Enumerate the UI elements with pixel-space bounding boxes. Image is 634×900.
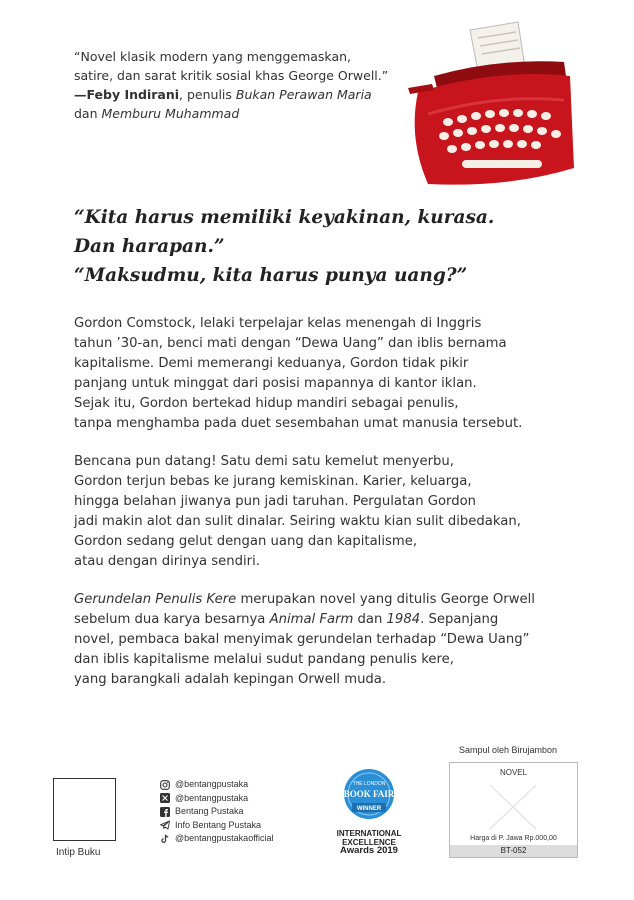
qr-label: Intip Buku [56, 847, 101, 858]
book-title: Gerundelan Penulis Kere [74, 592, 237, 607]
facebook-icon [160, 807, 170, 817]
text-line: atau dengan dirinya sendiri. [74, 554, 260, 569]
text-line: novel, pembaca bakal menyimak gerundelan terhadap “Dewa Uang” [74, 632, 530, 647]
social-telegram[interactable] [160, 819, 274, 833]
social-handle: Info Bentang Pustaka [175, 819, 262, 830]
text-line: Gordon sedang gelut dengan uang dan kapitalisme, [74, 534, 418, 549]
quote-line: “Novel klasik modern yang menggemaskan, [74, 49, 352, 64]
badge-top-text: THE LONDON [352, 781, 386, 787]
quote-attribution [74, 85, 388, 104]
text-line: tanpa menghamba pada duet sesembahan umat manusia tersebut. [74, 416, 523, 431]
text-line: hingga belahan jiwanya pun jadi taruhan. Pergulatan Gordon [74, 494, 477, 509]
text-line: Sejak itu, Gordon bertekad hidup mandiri sebagai penulis, [74, 396, 459, 411]
author-book: Bukan Perawan Maria [235, 87, 372, 102]
pull-quote [74, 203, 494, 290]
price-label: Harga di P. Jawa Rp.000,00 [470, 835, 557, 842]
connector: dan [74, 106, 102, 121]
social-handle: @bentangpustakaofficial [175, 833, 274, 843]
social-facebook[interactable] [160, 805, 274, 819]
pull-quote-line: Dan harapan.” [74, 236, 225, 257]
barcode-box [449, 762, 578, 858]
social-x[interactable] [160, 792, 274, 806]
barcode-placeholder-lines [450, 763, 577, 857]
qr-code-box[interactable] [53, 778, 116, 841]
text-line [74, 610, 574, 630]
synopsis-paragraph-1 [74, 314, 574, 434]
award-line: Awards 2019 [340, 845, 398, 856]
product-code: BT-052 [450, 845, 577, 857]
social-tiktok[interactable] [160, 832, 274, 846]
text-segment: . Sepanjang [420, 612, 499, 627]
pull-quote-line: “Kita harus memiliki keyakinan, kurasa. [74, 207, 495, 228]
london-book-fair-logo [340, 768, 398, 824]
social-handle: Bentang Pustaka [175, 806, 244, 816]
synopsis [74, 314, 574, 708]
pull-quote-line: “Maksudmu, kita harus punya uang?” [74, 265, 468, 286]
synopsis-paragraph-3 [74, 590, 574, 690]
x-icon [160, 793, 170, 803]
social-links [160, 778, 274, 846]
quote-author: —Feby Indirani [74, 87, 180, 102]
text-line: panjang untuk minggat dari posisi mapannya di kantor iklan. [74, 376, 477, 391]
text-segment: sebelum dua karya besarnya [74, 612, 270, 627]
social-handle: @bentangpustaka [175, 792, 249, 803]
work-title: 1984 [386, 612, 421, 627]
text-line [74, 590, 574, 610]
quote-attribution-cont [74, 104, 388, 123]
endorsement-quote [74, 47, 388, 123]
text-line: Gordon Comstock, lelaki terpelajar kelas menengah di Inggris [74, 316, 482, 331]
badge-ribbon-text: WINNER [356, 806, 382, 812]
social-instagram[interactable] [160, 778, 274, 792]
text-line: tahun ’30-an, benci mati dengan “Dewa Uang” dan iblis bernama [74, 336, 507, 351]
award-title [334, 830, 404, 856]
social-handle: @bentangpustaka [175, 779, 249, 789]
text-segment: merupakan novel yang ditulis George Orwell [236, 592, 535, 607]
instagram-icon [160, 780, 170, 790]
author-role: , penulis [179, 87, 236, 102]
author-book: Memburu Muhammad [101, 106, 240, 121]
badge-mid-text: BOOK FAIR [343, 789, 395, 799]
text-line: Bencana pun datang! Satu demi satu kemelut menyerbu, [74, 454, 454, 469]
work-title: Animal Farm [269, 612, 354, 627]
text-line: jadi makin alot dan sulit dinalar. Seiring waktu kian sulit dibedakan, [74, 514, 521, 529]
award-line: INTERNATIONAL [336, 829, 402, 838]
typewriter-illustration [388, 18, 578, 198]
quote-line: satire, dan sarat kritik sosial khas George Orwell.” [74, 68, 389, 83]
text-segment: dan [353, 612, 387, 627]
text-line: Gordon terjun bebas ke jurang kemiskinan. Karier, keluarga, [74, 474, 472, 489]
text-line: dan iblis kapitalisme melalui sudut pandang penulis kere, [74, 652, 454, 667]
text-line: kapitalisme. Demi memerangi keduanya, Gordon tidak pikir [74, 356, 469, 371]
award-badge [334, 768, 404, 863]
cover-credit: Sampul oleh Birujambon [459, 745, 558, 755]
text-line: yang barangkali adalah kepingan Orwell muda. [74, 672, 387, 687]
telegram-icon [160, 820, 170, 830]
tiktok-icon [160, 834, 170, 844]
award-line: EXCELLENCE [342, 837, 396, 847]
category-label: NOVEL [499, 768, 528, 777]
synopsis-paragraph-2 [74, 452, 574, 572]
